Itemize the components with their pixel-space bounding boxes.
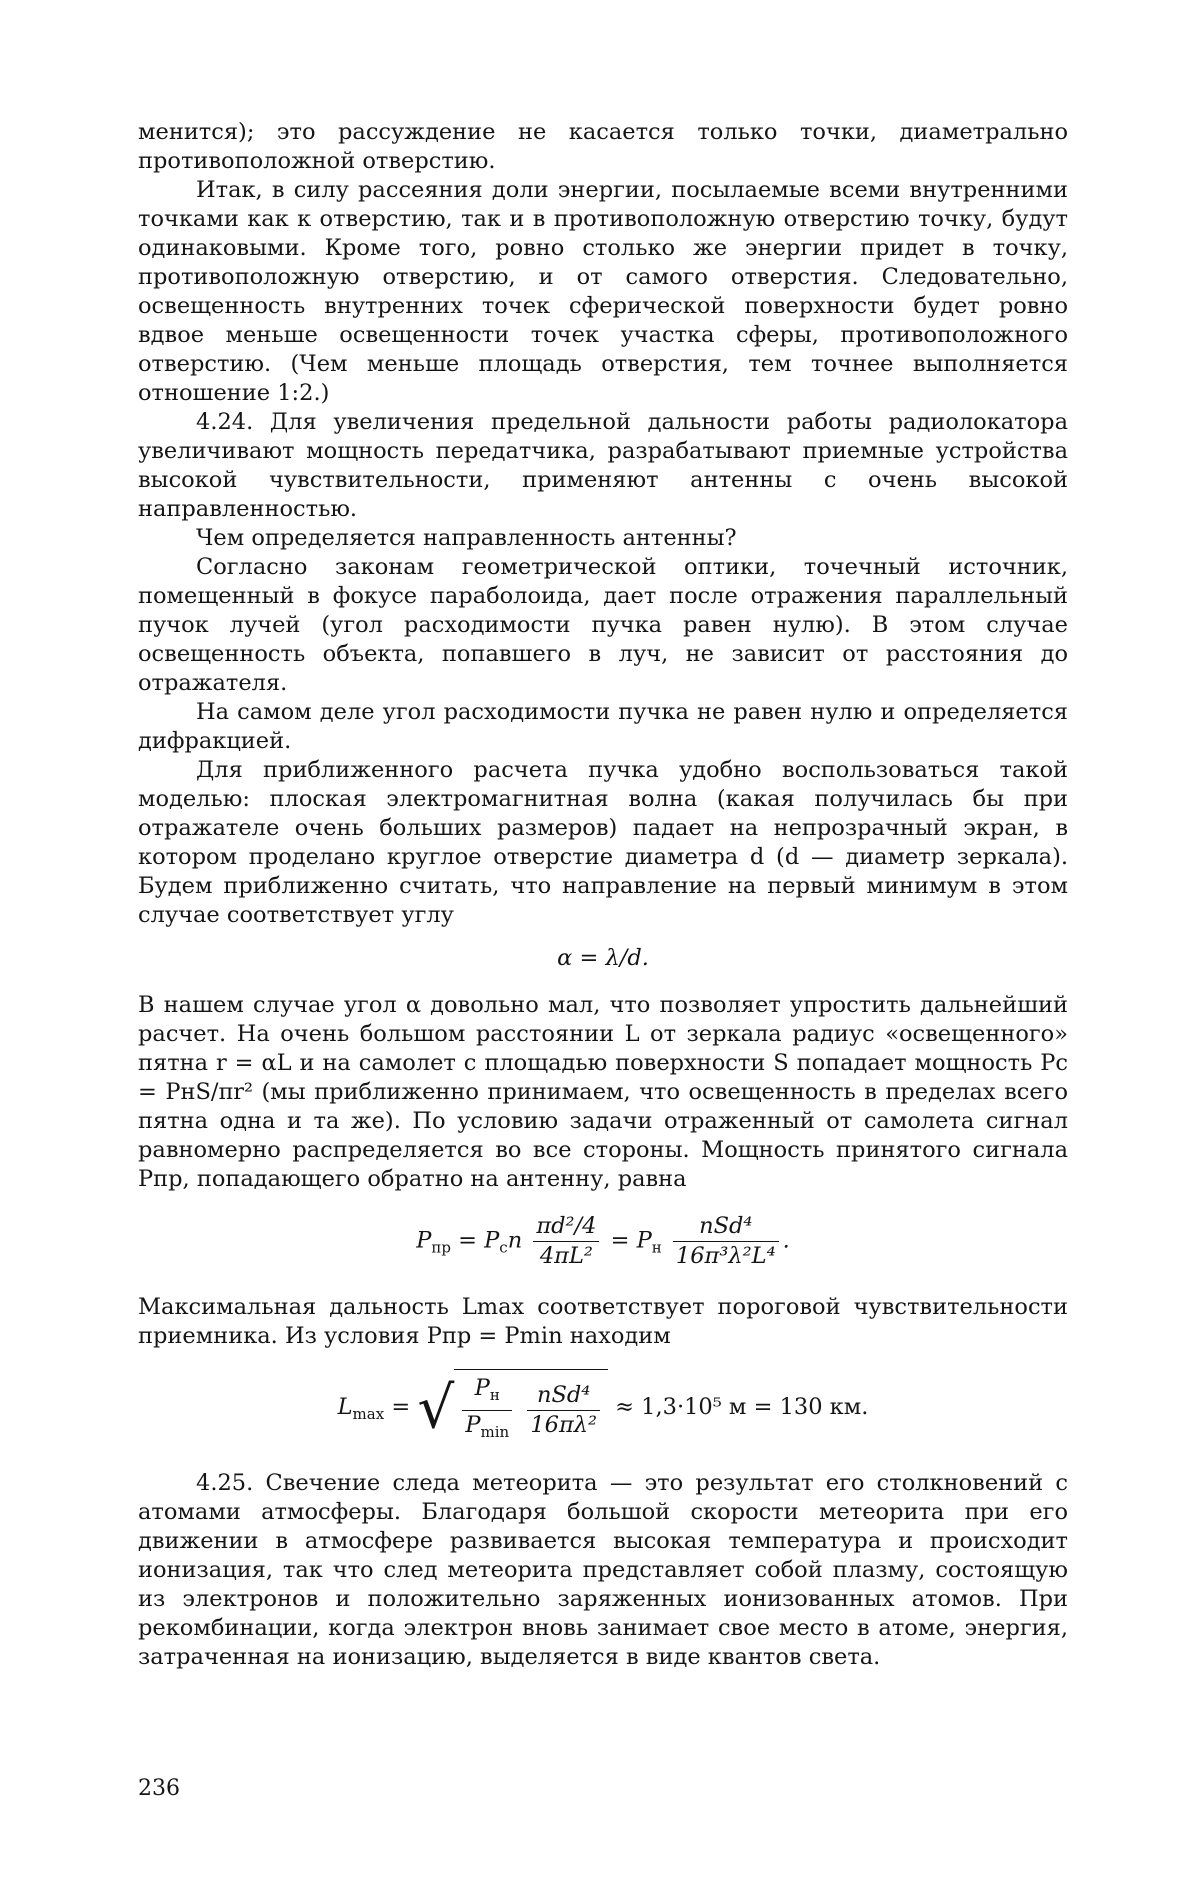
eq1-lhs-sub: пр xyxy=(431,1239,451,1257)
equation-max-range xyxy=(138,1369,1068,1447)
paragraph-scattering: Итак, в силу рассеяния доли энергии, посылаемые всеми внутренними точками как к отверстию, так и в противоположную отверстию точку, будут одинаковыми. Кроме того, ровно столько же энергии придет в точку, противоположную отверстию, и от самого отверстия. Следовательно, освещенность внутренних точек сферической поверхности будет ровно вдвое меньше освещенности точек участка сферы, противоположного отверстию. (Чем меньше площадь отверстия, тем точнее выполняется отношение 1:2.) xyxy=(138,176,1068,408)
paragraph-model: Для приближенного расчета пучка удобно воспользоваться такой моделью: плоская электромагнитная волна (какая получилась бы при отражателе очень больших размеров) падает на непрозрачный экран, в котором проделано круглое отверстие диаметра d (d — диаметр зеркала). Будем приближенно считать, что направление на первый минимум в этом случае соответствует углу xyxy=(138,756,1068,930)
eq2-num1-sub: н xyxy=(490,1386,500,1404)
paragraph-diffraction: На самом деле угол расходимости пучка не равен нулю и определяется дифракцией. xyxy=(138,698,1068,756)
paragraph-question: Чем определяется направленность антенны? xyxy=(138,524,1068,553)
eq1-n: n xyxy=(508,1228,523,1254)
eq1-pn: P xyxy=(637,1228,652,1254)
formula-alpha: α = λ/d. xyxy=(138,944,1068,973)
eq2-den1: P xyxy=(465,1412,480,1438)
eq1-pc-sub: c xyxy=(499,1239,507,1257)
eq2-den1-wrap xyxy=(462,1411,512,1447)
eq2-fraction-2 xyxy=(527,1381,600,1440)
eq2-equals: = xyxy=(384,1394,417,1420)
eq2-den2: 16πλ² xyxy=(527,1411,600,1440)
eq1-pn-sub: н xyxy=(652,1239,662,1257)
eq1-fraction-2 xyxy=(673,1212,779,1271)
paragraph-continuation: менится); это рассуждение не касается только точки, диаметрально противоположной отверстию. xyxy=(138,118,1068,176)
eq2-approx-result: ≈ 1,3·10⁵ м = 130 км. xyxy=(608,1394,868,1420)
eq2-num2: nSd⁴ xyxy=(527,1381,600,1411)
equation-received-power xyxy=(138,1212,1068,1271)
paragraph-problem-4-25: 4.25. Свечение следа метеорита — это результат его столкновений с атомами атмосферы. Благодаря большой скорости метеорита при его движении в атмосфере развивается высокая температура и происходит ионизация, так что след метеорита представляет собой плазму, состоящую из электронов и положительно заряженных ионизованных атомов. При рекомбинации, когда электрон вновь занимает свое место в атоме, энергия, затраченная на ионизацию, выделяется в виде квантов света. xyxy=(138,1469,1068,1672)
paragraph-calculation: В нашем случае угол α довольно мал, что позволяет упростить дальнейший расчет. На очень большом расстоянии L от зеркала радиус «освещенного» пятна r = αL и на самолет с площадью поверхности S попадает мощность Pc = PнS/πr² (мы приближенно принимаем, что освещенность в пределах всего пятна одна и та же). По условию задачи отраженный от самолета сигнал равномерно распределяется во все стороны. Мощность принятого сигнала Pпр, попадающего обратно на антенну, равна xyxy=(138,991,1068,1194)
eq1-pc: P xyxy=(484,1228,499,1254)
eq2-den1-sub: min xyxy=(480,1423,509,1441)
eq1-fraction-1 xyxy=(533,1212,599,1271)
eq2-lhs: L xyxy=(338,1394,353,1420)
eq1-den2: 16π³λ²L⁴ xyxy=(673,1242,779,1271)
eq1-period: . xyxy=(783,1228,790,1254)
paragraph-max-range: Максимальная дальность Lmax соответствует пороговой чувствительности приемника. Из условия Pпр = Pmin находим xyxy=(138,1293,1068,1351)
eq2-fraction-1 xyxy=(462,1374,512,1447)
radicand xyxy=(454,1369,608,1447)
eq2-lhs-sub: max xyxy=(353,1405,385,1423)
radical-icon: √ xyxy=(417,1374,454,1442)
paragraph-geometric-optics: Согласно законам геометрической оптики, точечный источник, помещенный в фокусе параболоида, дает после отражения параллельный пучок лучей (угол расходимости пучка равен нулю). В этом случае освещенность объекта, попавшего в луч, не зависит от расстояния до отражателя. xyxy=(138,553,1068,698)
square-root-sign xyxy=(417,1369,608,1447)
eq1-den1: 4πL² xyxy=(533,1242,599,1271)
eq1-lhs: P xyxy=(416,1228,431,1254)
page-body xyxy=(138,118,1068,1672)
eq2-num1: P xyxy=(475,1375,490,1401)
eq2-num1-wrap xyxy=(462,1374,512,1411)
eq1-num2: nSd⁴ xyxy=(673,1212,779,1242)
eq1-equals-2: = xyxy=(603,1228,636,1254)
eq1-equals: = xyxy=(451,1228,484,1254)
paragraph-problem-4-24: 4.24. Для увеличения предельной дальности работы радиолокатора увеличивают мощность передатчика, разрабатывают приемные устройства высокой чувствительности, применяют антенны с очень высокой направленностью. xyxy=(138,408,1068,524)
eq1-num1: πd²/4 xyxy=(533,1212,599,1242)
page-number: 236 xyxy=(138,1776,180,1801)
